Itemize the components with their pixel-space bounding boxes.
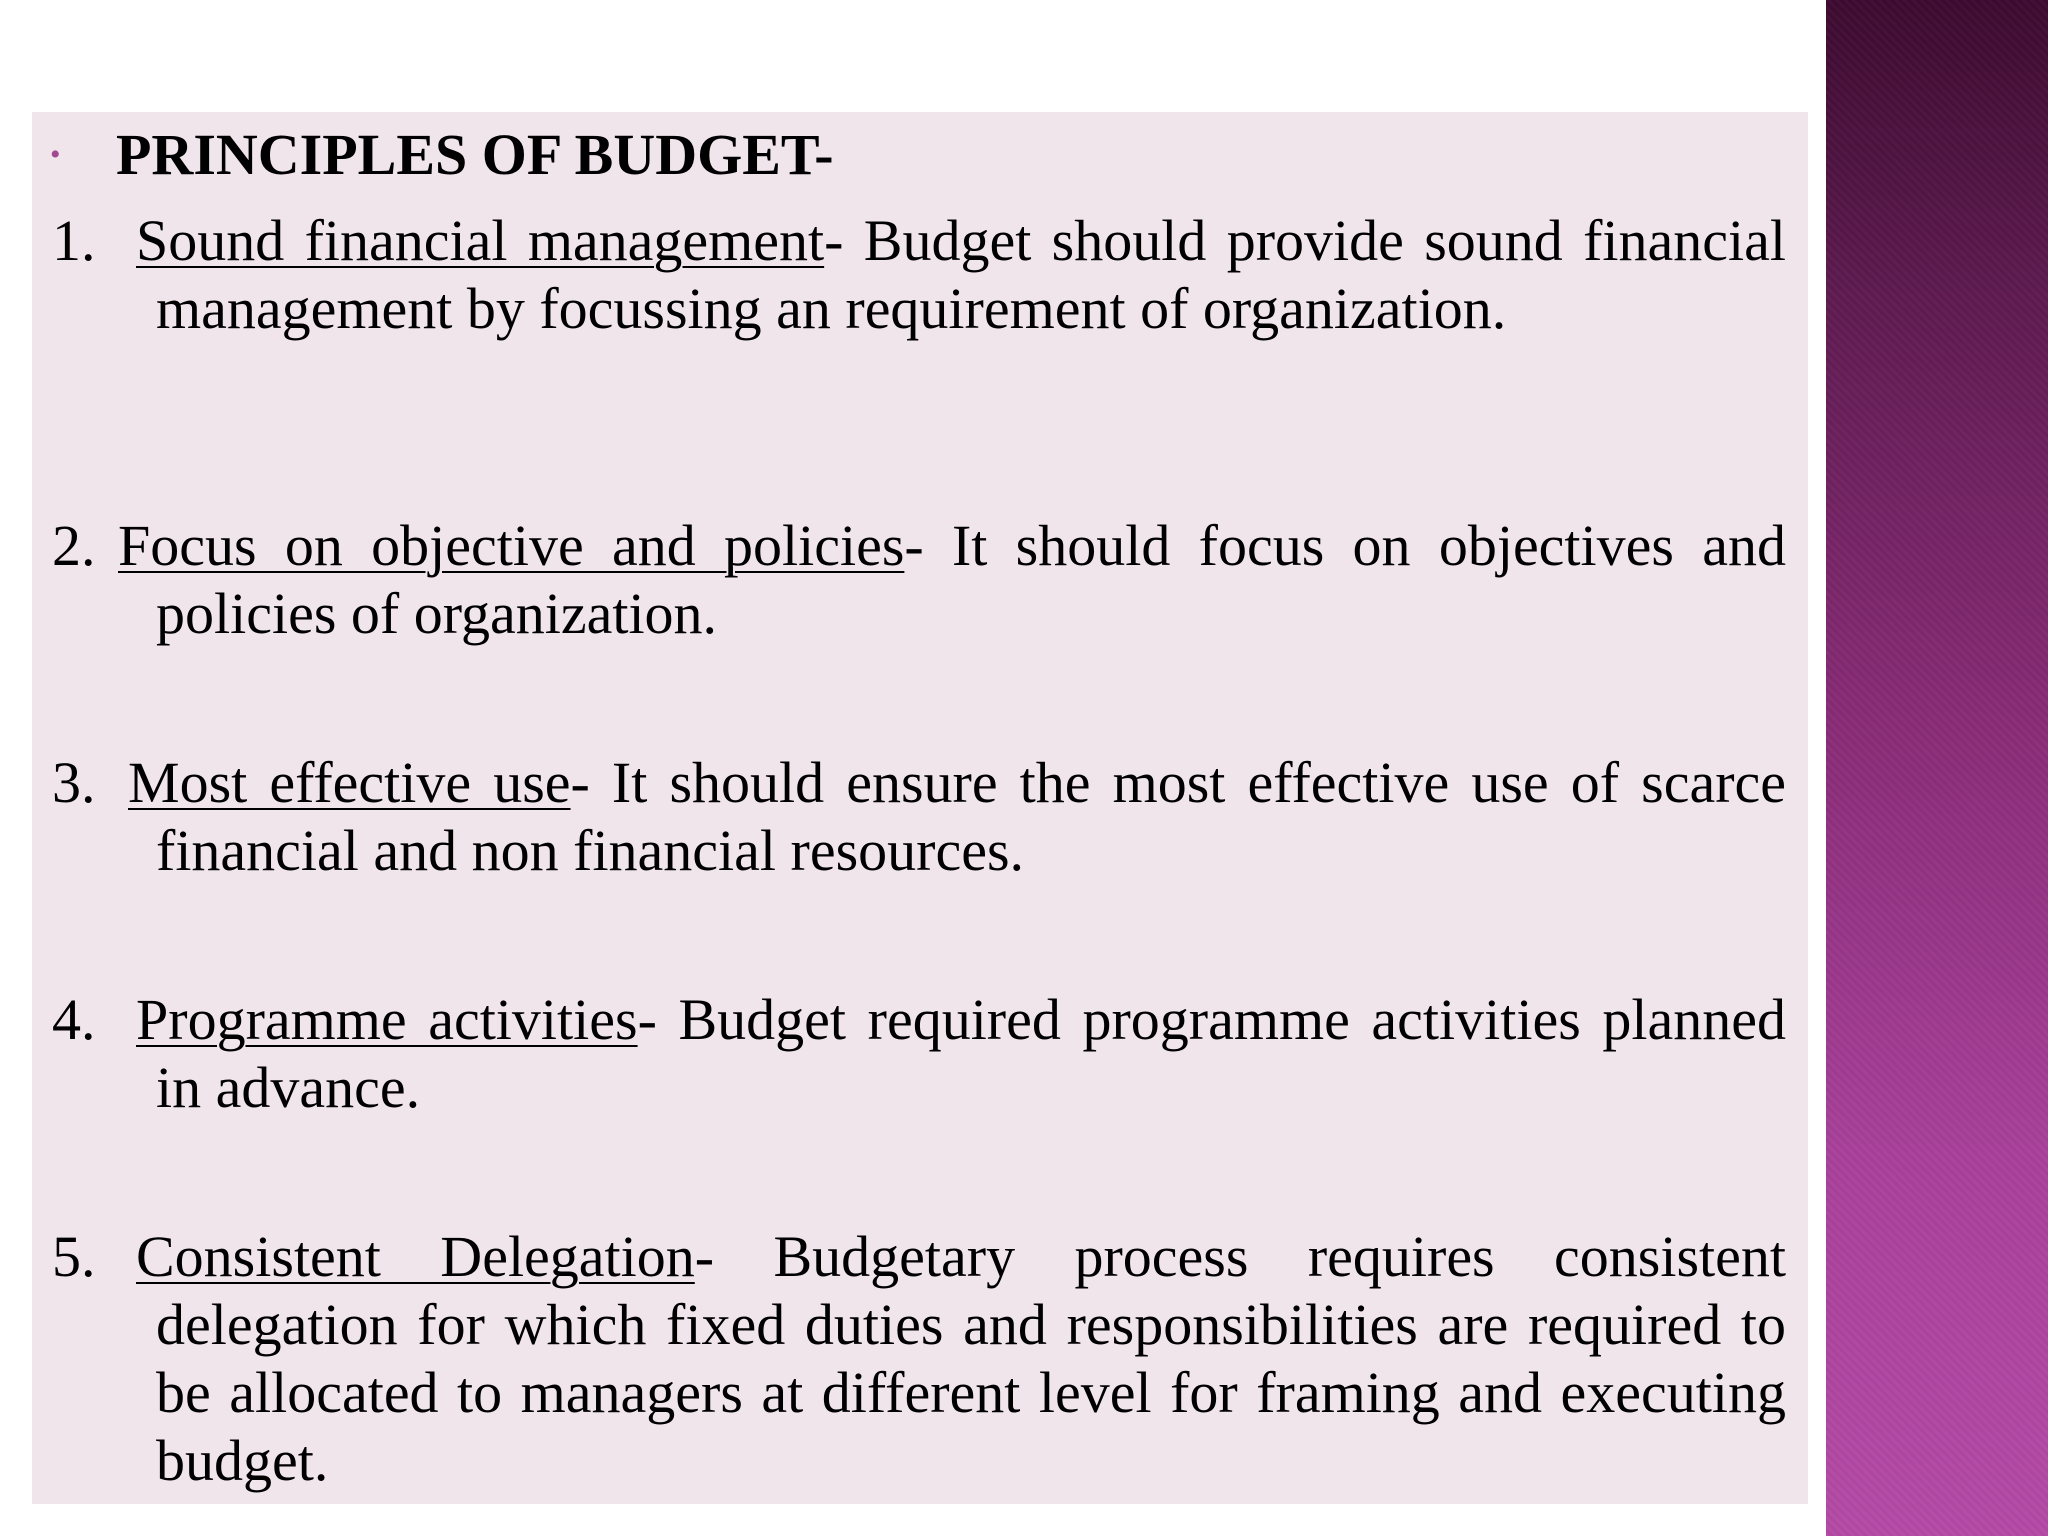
list-item	[52, 749, 1786, 885]
item-number: 4.	[52, 987, 96, 1052]
bullet-icon: •	[50, 138, 61, 171]
item-text: - It should focus on objectives and policies of organization.	[156, 513, 1786, 646]
title-row	[50, 122, 834, 188]
item-number: 2.	[52, 513, 96, 578]
item-number: 1.	[52, 208, 96, 273]
item-term: Programme activities	[136, 987, 638, 1052]
decorative-side-band	[1826, 0, 2048, 1536]
item-term: Focus on objective and policies	[118, 513, 905, 578]
slide-title: PRINCIPLES OF BUDGET-	[116, 122, 834, 187]
item-text: - Budget should provide sound financial management by focussing an requirement of organization.	[156, 208, 1786, 341]
item-number: 3.	[52, 750, 96, 815]
item-term: Sound financial management	[136, 208, 825, 273]
item-term: Consistent Delegation	[136, 1224, 695, 1289]
item-text: - It should ensure the most effective use of scarce financial and non financial resources.	[156, 750, 1787, 883]
item-text: - Budget required programme activities planned in advance.	[156, 987, 1786, 1120]
item-term: Most effective use	[128, 750, 571, 815]
list-item	[52, 207, 1786, 343]
list-item	[52, 986, 1786, 1122]
item-number: 5.	[52, 1224, 96, 1289]
list-item	[52, 512, 1786, 648]
list-item	[52, 1223, 1786, 1495]
item-text: - Budgetary process requires consistent delegation for which fixed duties and responsibilities are required to be allocated to managers at different level for framing and executing budget.	[156, 1224, 1786, 1493]
